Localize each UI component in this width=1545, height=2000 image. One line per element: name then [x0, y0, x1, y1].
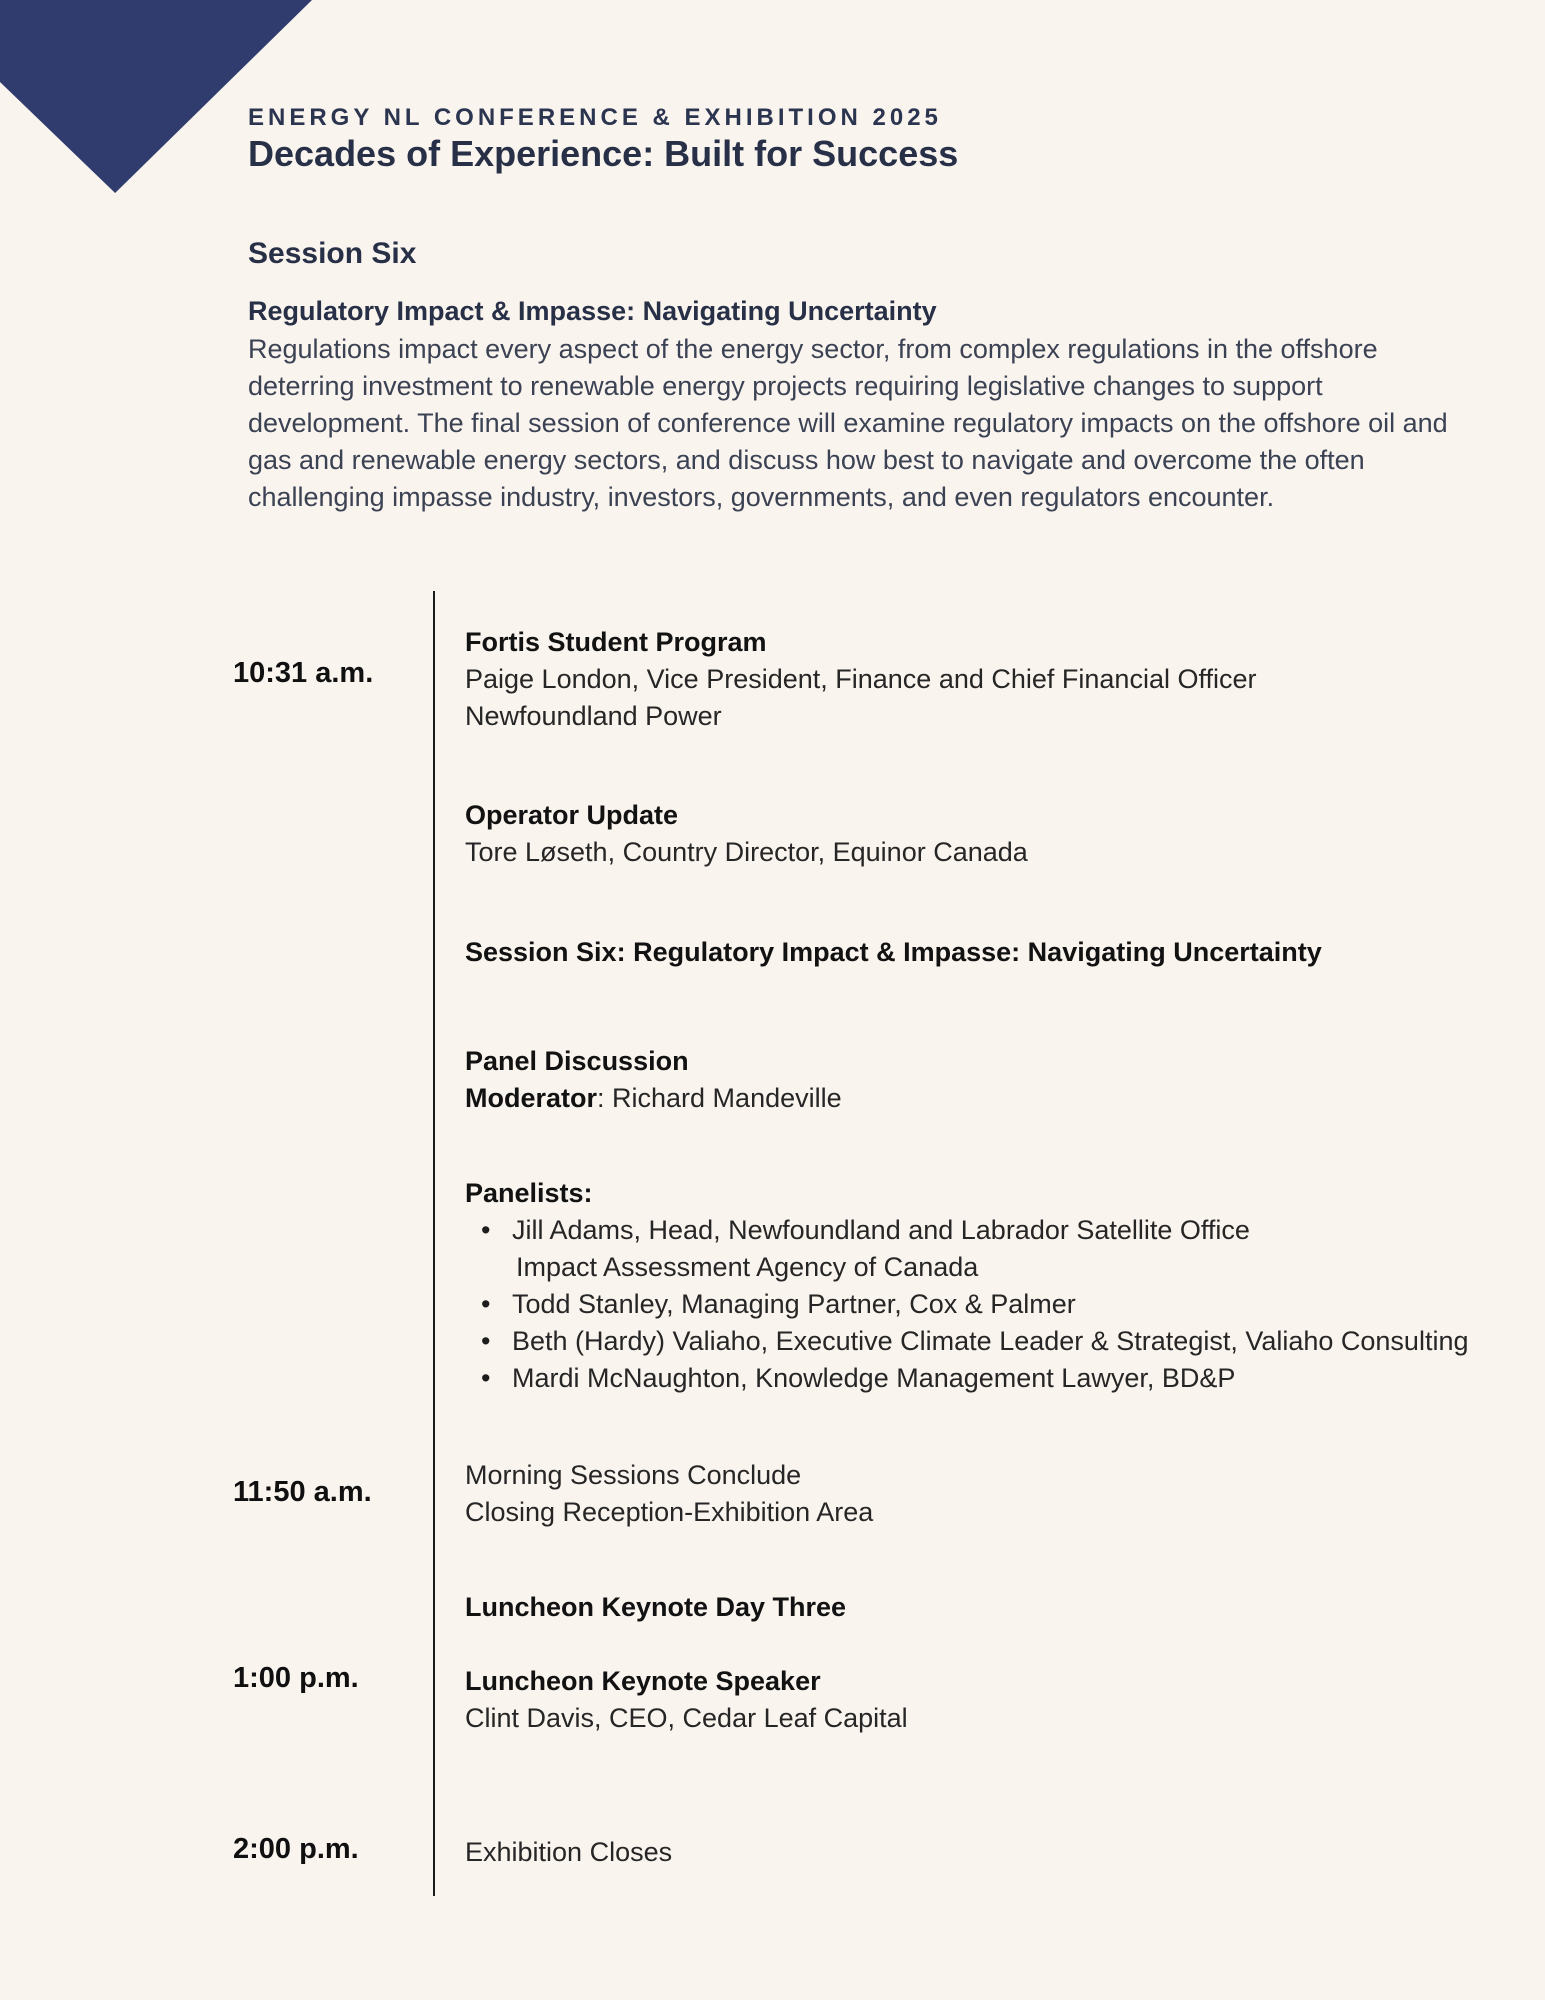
panelist-name: • Jill Adams, Head, Newfoundland and Labrador Satellite Office — [512, 1215, 1250, 1245]
conference-tagline: Decades of Experience: Built for Success — [248, 133, 959, 174]
agenda-entry-morning-conclude — [465, 1457, 873, 1531]
entry-line: Closing Reception-Exhibition Area — [465, 1497, 874, 1527]
entry-title: Fortis Student Program — [465, 627, 767, 657]
agenda-entry-fortis-student-program — [465, 624, 1256, 735]
panelist-item — [465, 1212, 1468, 1286]
agenda-entry-panel-discussion — [465, 1043, 842, 1117]
session-description: Regulations impact every aspect of the energy sector, from complex regulations in the offshore deterring investment to renewable energy projects requiring legislative changes to support development. The final session of conference will examine regulatory impacts on the offshore oil and gas and renewable energy sectors, and discuss how best to navigate and overcome the often challenging impasse industry, investors, governments, and even regulators encounter. — [248, 334, 1448, 512]
agenda-entry-panelists — [465, 1175, 1468, 1397]
entry-organization: Newfoundland Power — [465, 701, 722, 731]
time-label-200pm: 2:00 p.m. — [233, 1833, 359, 1865]
agenda-entry-session-six — [465, 934, 1322, 971]
moderator-name: : Richard Mandeville — [597, 1083, 842, 1113]
entry-speaker: Tore Løseth, Country Director, Equinor Canada — [465, 837, 1028, 867]
entry-title: Luncheon Keynote Speaker — [465, 1666, 821, 1696]
panelist-name: • Todd Stanley, Managing Partner, Cox & Palmer — [512, 1289, 1076, 1319]
entry-title: Panelists: — [465, 1178, 593, 1208]
moderator-label: Moderator — [465, 1083, 598, 1113]
time-label-1031am: 10:31 a.m. — [233, 657, 374, 689]
agenda-entry-exhibition-closes — [465, 1834, 672, 1871]
panelist-name: • Beth (Hardy) Valiaho, Executive Climate Leader & Strategist, Valiaho Consulting — [512, 1326, 1469, 1356]
panelist-item — [465, 1323, 1468, 1360]
entry-title: Luncheon Keynote Day Three — [465, 1592, 847, 1622]
panelist-item — [465, 1286, 1468, 1323]
session-subheading: Regulatory Impact & Impasse: Navigating Uncertainty — [248, 296, 937, 326]
panelist-organization: Impact Assessment Agency of Canada — [516, 1252, 979, 1282]
entry-moderator — [465, 1080, 842, 1117]
time-label-1150am: 11:50 a.m. — [233, 1476, 372, 1508]
entry-speaker: Clint Davis, CEO, Cedar Leaf Capital — [465, 1703, 908, 1733]
agenda-entry-operator-update — [465, 797, 1028, 871]
entry-line: Morning Sessions Conclude — [465, 1460, 802, 1490]
entry-title: Panel Discussion — [465, 1046, 689, 1076]
entry-title: Session Six: Regulatory Impact & Impasse: Navigating Uncertainty — [465, 937, 1322, 967]
timeline-divider-line — [433, 591, 435, 1896]
entry-line: Exhibition Closes — [465, 1837, 673, 1867]
panelist-item — [465, 1360, 1468, 1397]
entry-speaker: Paige London, Vice President, Finance and Chief Financial Officer — [465, 664, 1257, 694]
panelist-name: • Mardi McNaughton, Knowledge Management Lawyer, BD&P — [512, 1363, 1236, 1393]
panelist-list — [465, 1212, 1468, 1397]
time-label-100pm: 1:00 p.m. — [233, 1662, 359, 1694]
session-heading: Session Six — [248, 237, 417, 270]
agenda-entry-luncheon-keynote-day-three — [465, 1589, 846, 1626]
agenda-entry-luncheon-keynote-speaker — [465, 1663, 908, 1737]
conference-name: ENERGY NL CONFERENCE & EXHIBITION 2025 — [248, 104, 942, 131]
entry-title: Operator Update — [465, 800, 679, 830]
